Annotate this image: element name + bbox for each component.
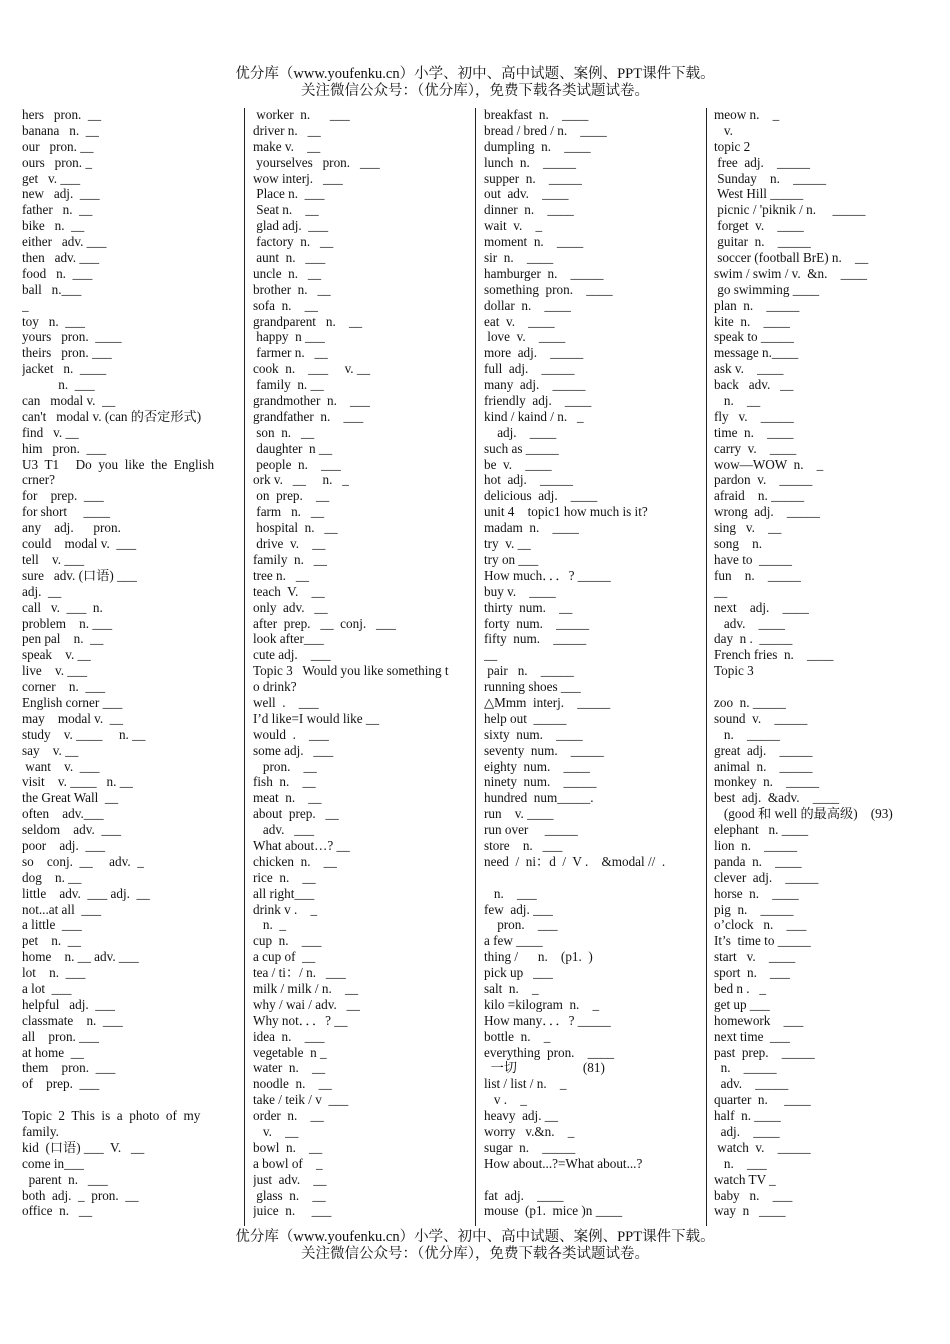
vocab-entry: grandmother n. ___: [253, 393, 370, 409]
vocab-entry: helpful adj. ___: [22, 996, 116, 1012]
footer-line-2: 关注微信公众号：（优分库），免费下载各类试题试卷。: [301, 1246, 649, 1262]
vocab-entry: often adv.___: [22, 806, 104, 822]
vocab-entry: rice n. __: [253, 869, 316, 885]
vocab-entry: cook n. ___ v. __: [253, 361, 371, 377]
vocab-entry: order n. __: [253, 1108, 324, 1124]
vocab-entry: How many．．．? _____: [484, 1012, 611, 1028]
vocab-entry: lion n. _____: [714, 837, 798, 853]
vocab-entry: little adv. ___ adj. __: [22, 885, 150, 901]
vocab-entry: How about...?=What about...?: [484, 1155, 643, 1171]
vocab-entry: dinner n. ____: [484, 202, 574, 218]
vocab-entry: day n . _____: [714, 631, 793, 647]
vocab-entry: fifty num. _____: [484, 631, 587, 647]
vocab-entry: n. _____: [714, 726, 780, 742]
vocab-entry: pron. __: [253, 758, 317, 774]
vocab-column-4: [714, 107, 946, 1227]
vocab-entry: start v. ____: [714, 949, 796, 965]
vocab-entry: cute adj. ___: [253, 647, 331, 663]
vocab-entry: forget v. ____: [714, 218, 804, 234]
vocab-entry: such as _____: [484, 440, 559, 456]
vocab-entry: be v. ____: [484, 456, 552, 472]
vocab-entry: [22, 1092, 240, 1108]
vocab-entry: n. ___: [714, 1155, 767, 1171]
vocab-entry: find v. __: [22, 424, 79, 440]
vocab-entry: vegetable n _: [253, 1044, 327, 1060]
vocab-entry: tree n. __: [253, 567, 310, 583]
vocab-entry: wrong adj. _____: [714, 504, 820, 520]
vocab-entry: go swimming ____: [714, 281, 820, 297]
vocab-entry: What about…? __: [253, 837, 350, 853]
vocab-entry: sir n. ____: [484, 250, 554, 266]
vocab-entry: both adj. _ pron. __: [22, 1187, 139, 1203]
vocab-entry: adj. ____: [484, 424, 557, 440]
vocab-entry: people n. ___: [253, 456, 341, 472]
vocab-entry: way n ____: [714, 1203, 786, 1219]
vocabulary-columns: [0, 107, 950, 1227]
vocab-entry: home n. __ adv. ___: [22, 949, 139, 965]
vocab-entry: monkey n. _____: [714, 774, 820, 790]
vocab-entry: visit v. ____ n. __: [22, 774, 133, 790]
vocab-entry: eat v. ____: [484, 313, 555, 329]
vocab-entry: tell v. ___: [22, 551, 85, 567]
vocab-entry: toy n. ___: [22, 313, 86, 329]
vocab-entry: few adj. ___: [484, 901, 553, 917]
vocab-entry: farm n. __: [253, 504, 325, 520]
vocab-entry: v.: [714, 122, 733, 138]
vocab-entry: best adj. &adv. ____: [714, 790, 840, 806]
vocab-entry: pet n. __: [22, 933, 81, 949]
vocab-entry: more adj. _____: [484, 345, 584, 361]
vocab-entry: family n. __: [253, 551, 327, 567]
vocab-entry: fly v. _____: [714, 408, 794, 424]
vocab-entry: happy n ___: [253, 329, 325, 345]
vocab-entry: fun n. _____: [714, 567, 801, 583]
vocab-entry: v . _: [484, 1092, 527, 1108]
vocab-entry: study v. ____ n. __: [22, 726, 146, 742]
vocab-entry: a few ____: [484, 933, 543, 949]
vocab-entry: next adj. ____: [714, 599, 809, 615]
vocab-entry: [484, 870, 704, 886]
vocab-column-1: [22, 107, 240, 1227]
vocab-entry: ninety num. _____: [484, 774, 597, 790]
vocab-entry: only adv. __: [253, 599, 328, 615]
vocab-entry: may modal v. __: [22, 710, 123, 726]
vocab-entry: hot adj. _____: [484, 472, 574, 488]
vocab-entry: hamburger n. _____: [484, 265, 604, 281]
vocab-entry: clever adj. _____: [714, 869, 819, 885]
vocab-entry: can modal v. __: [22, 393, 116, 409]
vocab-entry: list / list / n. _: [484, 1076, 567, 1092]
vocab-entry: come in___: [22, 1155, 84, 1171]
vocab-entry: running shoes ___: [484, 679, 581, 695]
vocab-entry: thirty num. __: [484, 599, 573, 615]
vocab-entry: kid (口语) ___ V. __: [22, 1139, 145, 1155]
vocab-entry: 一切 (81): [484, 1060, 605, 1076]
vocab-entry: factory n. __: [253, 234, 334, 250]
vocab-entry: soccer (football BrE) n. __: [714, 250, 869, 266]
vocab-entry: family n. __: [253, 377, 324, 393]
vocab-entry: pick up ___: [484, 965, 553, 981]
vocab-entry: yourselves pron. ___: [253, 154, 380, 170]
vocab-entry: him pron. ___: [22, 440, 107, 456]
vocab-entry: watch TV _: [714, 1171, 776, 1187]
vocab-entry: I’d like=I would like __: [253, 710, 380, 726]
vocab-entry: all pron. ___: [22, 1028, 99, 1044]
vocab-entry: a cup of __: [253, 949, 316, 965]
vocab-entry: thing / n. (p1. ): [484, 949, 593, 965]
vocab-column-2: [253, 107, 473, 1227]
vocab-entry: then adv. ___: [22, 250, 100, 266]
vocab-entry: seventy num. _____: [484, 742, 604, 758]
vocab-entry: at home __: [22, 1044, 84, 1060]
footer-line-1: 优分库（www.youfenku.cn）小学、初中、高中试题、案例、PPT课件下载。: [235, 1229, 715, 1245]
vocab-entry: adj. __: [22, 583, 62, 599]
vocab-entry: try v. __: [484, 536, 531, 552]
vocab-entry: could modal v. ___: [22, 536, 137, 552]
vocab-entry: [484, 1172, 704, 1188]
vocab-entry: take / teik / v ___: [253, 1092, 349, 1108]
vocab-entry: hers pron. __: [22, 107, 102, 122]
vocab-entry: poor adj. ___: [22, 837, 106, 853]
vocab-entry: n. ___: [22, 377, 95, 393]
vocab-entry: food n. ___: [22, 265, 93, 281]
vocab-entry: kilo =kilogram n. _: [484, 996, 600, 1012]
vocab-entry: a bowl of _: [253, 1155, 323, 1171]
vocab-entry: yours pron. ____: [22, 329, 122, 345]
vocab-entry: lunch n. _____: [484, 154, 576, 170]
vocab-entry: n. _: [253, 917, 286, 933]
vocab-entry: breakfast n. ____: [484, 107, 589, 122]
vocab-entry: past prep. _____: [714, 1044, 815, 1060]
vocab-entry: seldom adv. ___: [22, 822, 122, 838]
vocab-entry: horse n. ____: [714, 885, 799, 901]
vocab-entry: aunt n. ___: [253, 250, 326, 266]
vocab-entry: elephant n. ____: [714, 822, 809, 838]
vocab-entry: eighty num. ____: [484, 758, 590, 774]
vocab-entry: o drink?: [253, 679, 297, 695]
vocab-entry: bowl n. __: [253, 1139, 323, 1155]
vocab-entry: chicken n. __: [253, 853, 337, 869]
vocab-entry: pardon v. _____: [714, 472, 813, 488]
vocab-entry: panda n. ____: [714, 853, 802, 869]
vocab-entry: homework ___: [714, 1012, 804, 1028]
vocab-entry: bike n. __: [22, 218, 85, 234]
vocab-entry: hospital n. __: [253, 520, 338, 536]
vocab-entry: △Mmm interj. _____: [484, 694, 611, 710]
vocab-entry: them pron. ___: [22, 1060, 116, 1076]
vocab-entry: lot n. ___: [22, 965, 86, 981]
vocab-entry: speak v. __: [22, 647, 91, 663]
vocab-entry: noodle n. __: [253, 1076, 332, 1092]
vocab-entry: dollar n. ____: [484, 297, 571, 313]
vocab-entry: ours pron. _: [22, 154, 92, 170]
vocab-entry: have to _____: [714, 551, 793, 567]
vocab-entry: half n. ____: [714, 1108, 781, 1124]
vocab-entry: sixty num. ____: [484, 726, 583, 742]
vocab-entry: many adj. _____: [484, 377, 586, 393]
vocab-entry: animal n. _____: [714, 758, 813, 774]
vocab-entry: try on ___: [484, 551, 539, 567]
vocab-entry: carry v. ____: [714, 440, 797, 456]
vocab-entry: for short ____: [22, 504, 110, 520]
vocab-entry: madam n. ____: [484, 520, 579, 536]
vocab-entry: corner n. ___: [22, 679, 106, 695]
vocab-entry: dog n. __: [22, 869, 82, 885]
vocab-entry: not...at all ___: [22, 901, 102, 917]
vocab-entry: problem n. ___: [22, 615, 113, 631]
vocab-entry: say v. __: [22, 742, 79, 758]
vocab-entry: swim / swim / v. &n. ____: [714, 265, 868, 281]
vocab-entry: driver n. __: [253, 122, 321, 138]
vocab-entry: everything pron. ____: [484, 1044, 615, 1060]
vocab-entry: kind / kaind / n. _: [484, 408, 584, 424]
vocab-entry: all right___: [253, 885, 315, 901]
vocab-entry: afraid n. _____: [714, 488, 805, 504]
vocab-entry: fat adj. ____: [484, 1187, 564, 1203]
vocab-entry: parent n. ___: [22, 1171, 108, 1187]
vocab-entry: dumpling n. ____: [484, 138, 591, 154]
vocab-entry: v. __: [253, 1124, 299, 1139]
vocab-entry: salt n. _: [484, 980, 539, 996]
vocab-entry: quarter n. ____: [714, 1092, 811, 1108]
vocab-entry: grandparent n. __: [253, 313, 363, 329]
vocab-entry: help out _____: [484, 710, 567, 726]
vocab-entry: sport n. ___: [714, 965, 790, 981]
vocab-entry: Sunday n. _____: [714, 170, 827, 186]
vocab-entry: kite n. ____: [714, 313, 790, 329]
vocab-entry: friendly adj. ____: [484, 393, 592, 409]
vocab-entry: U3 T1 Do you like the English: [22, 456, 215, 472]
vocab-entry: bed n . _: [714, 980, 767, 996]
vocab-entry: West Hill _____: [714, 186, 804, 202]
vocab-entry: unit 4 topic1 how much is it?: [484, 504, 648, 520]
vocab-entry: classmate n. ___: [22, 1012, 123, 1028]
vocab-entry: French fries n. ____: [714, 647, 834, 663]
vocab-entry: forty num. _____: [484, 615, 590, 631]
vocab-entry: Why not．．．? __: [253, 1012, 348, 1028]
vocab-entry: need / ni：d / V . &modal // .: [484, 853, 666, 869]
vocab-entry: time n. ____: [714, 424, 794, 440]
vocab-entry: guitar n. _____: [714, 234, 811, 250]
vocab-entry: great adj. _____: [714, 742, 813, 758]
page-footer: [0, 1229, 950, 1263]
vocab-entry: can't modal v. (can 的否定形式): [22, 408, 202, 424]
vocab-entry: supper n. _____: [484, 170, 582, 186]
vocab-entry: cup n. ___: [253, 933, 322, 949]
vocab-entry: on prep. __: [253, 488, 330, 504]
vocab-entry: fish n. __: [253, 774, 316, 790]
vocab-entry: why / wai / adv. __: [253, 996, 360, 1012]
vocab-entry: call v. ___ n.: [22, 599, 103, 615]
vocab-entry: after prep. __ conj. ___: [253, 615, 396, 631]
vocab-entry: well . ___: [253, 694, 319, 710]
vocab-entry: topic 2: [714, 138, 751, 154]
vocab-entry: father n. __: [22, 202, 93, 218]
vocab-entry: buy v. ____: [484, 583, 556, 599]
vocab-entry: wait v. _: [484, 218, 543, 234]
vocab-entry: for prep. ___: [22, 488, 104, 504]
vocab-entry: Seat n. __: [253, 202, 319, 218]
vocab-entry: run over _____: [484, 822, 578, 838]
vocab-entry: new adj. ___: [22, 186, 100, 202]
vocab-entry: English corner ___: [22, 694, 123, 710]
vocab-entry: It’s time to _____: [714, 933, 811, 949]
vocab-entry: look after___: [253, 631, 324, 647]
vocab-entry: would . ___: [253, 726, 329, 742]
vocab-entry: pron. ___: [484, 917, 558, 933]
vocab-column-3: [484, 107, 704, 1227]
vocab-entry: banana n. __: [22, 122, 99, 138]
vocab-entry: adv. _____: [714, 1076, 789, 1092]
vocab-entry: _: [22, 297, 29, 313]
vocab-entry: store n. ___: [484, 837, 563, 853]
vocab-entry: run v. ____: [484, 806, 554, 822]
vocab-entry: love v. ____: [484, 329, 566, 345]
vocab-entry: adv. ___: [253, 822, 315, 838]
vocab-entry: juice n. ___: [253, 1203, 332, 1219]
vocab-entry: jacket n. ____: [22, 361, 107, 377]
vocab-entry: glass n. __: [253, 1187, 326, 1203]
vocab-entry: heavy adj. __: [484, 1108, 558, 1124]
vocab-entry: Topic 3: [714, 663, 754, 679]
vocab-entry: idea n. ___: [253, 1028, 325, 1044]
vocab-entry: a lot ___: [22, 980, 72, 996]
vocab-entry: n. ___: [484, 885, 537, 901]
vocab-entry: out adv. ____: [484, 186, 569, 202]
vocab-entry: either adv. ___: [22, 234, 107, 250]
vocab-entry: n. _____: [714, 1060, 777, 1076]
vocab-entry: __: [484, 647, 498, 663]
vocab-entry: glad adj. ___: [253, 218, 329, 234]
vocab-entry: wow—WOW n. _: [714, 456, 824, 472]
header-line-2: 关注微信公众号：（优分库），免费下载各类试题试卷。: [301, 83, 649, 99]
vocab-entry: wow interj. ___: [253, 170, 343, 186]
vocab-entry: How much．．．? _____: [484, 567, 611, 583]
vocab-entry: teach V. __: [253, 583, 325, 599]
vocab-entry: pen pal n. __: [22, 631, 104, 647]
vocab-entry: daughter n __: [253, 440, 333, 456]
vocab-entry: son n. __: [253, 424, 315, 440]
vocab-entry: meow n. _: [714, 107, 780, 122]
vocab-entry: watch v. _____: [714, 1139, 811, 1155]
vocab-entry: get v. ___: [22, 170, 81, 186]
vocab-entry: get up ___: [714, 996, 770, 1012]
vocab-entry: our pron. __: [22, 138, 94, 154]
vocab-entry: sofa n. __: [253, 297, 318, 313]
vocab-entry: message n.____: [714, 345, 799, 361]
vocab-entry: sure adv. (口语) ___: [22, 567, 137, 583]
vocab-entry: Topic 3 Would you like something t: [253, 663, 449, 679]
vocab-entry: next time ___: [714, 1028, 790, 1044]
vocab-entry: bread / bred / n. ____: [484, 122, 607, 138]
vocab-entry: water n. __: [253, 1060, 326, 1076]
vocab-entry: office n. __: [22, 1203, 93, 1219]
vocab-entry: speak to _____: [714, 329, 794, 345]
vocab-entry: moment n. ____: [484, 234, 584, 250]
vocab-entry: hundred num_____.: [484, 790, 594, 806]
vocab-entry: some adj. ___: [253, 742, 334, 758]
vocab-entry: farmer n. __: [253, 345, 328, 361]
vocab-entry: meat n. __: [253, 790, 322, 806]
vocab-entry: delicious adj. ____: [484, 488, 598, 504]
vocab-entry: pair n. _____: [484, 663, 574, 679]
vocab-entry: just adv. __: [253, 1171, 327, 1187]
vocab-entry: sugar n. _____: [484, 1139, 576, 1155]
vocab-entry: make v. __: [253, 138, 321, 154]
vocab-entry: adv. ____: [714, 615, 785, 631]
vocab-entry: of prep. ___: [22, 1076, 100, 1092]
vocab-entry: want v. ___: [22, 758, 100, 774]
vocab-entry: __: [714, 583, 728, 599]
vocab-entry: back adv. __: [714, 377, 794, 393]
vocab-entry: drive v. __: [253, 536, 326, 552]
vocab-entry: tea / ti：/ n. ___: [253, 965, 346, 981]
vocab-entry: drink v . _: [253, 901, 318, 917]
vocab-entry: Topic 2 This is a photo of my: [22, 1108, 201, 1124]
vocab-entry: baby n. ___: [714, 1187, 793, 1203]
vocab-entry: crner?: [22, 472, 55, 488]
vocab-entry: ork v. __ n. _: [253, 472, 349, 488]
vocab-entry: pig n. _____: [714, 901, 794, 917]
vocab-entry: [714, 679, 946, 695]
vocab-entry: bottle n. _: [484, 1028, 551, 1044]
vocab-entry: something pron. ____: [484, 281, 613, 297]
vocab-entry: so conj. __ adv. _: [22, 853, 144, 869]
vocab-entry: plan n. _____: [714, 297, 800, 313]
vocab-entry: a little ___: [22, 917, 82, 933]
vocab-entry: o’clock n. ___: [714, 917, 807, 933]
vocab-entry: n. __: [714, 393, 761, 409]
vocab-entry: grandfather n. ___: [253, 408, 364, 424]
vocab-entry: song n.: [714, 536, 762, 552]
vocab-entry: sound v. _____: [714, 710, 808, 726]
vocab-entry: brother n. __: [253, 281, 331, 297]
vocab-entry: free adj. _____: [714, 154, 810, 170]
vocab-entry: any adj. pron.: [22, 520, 121, 536]
vocab-entry: adj. ____: [714, 1124, 780, 1139]
vocab-entry: zoo n. _____: [714, 694, 786, 710]
vocab-entry: worker n. ___: [253, 107, 350, 122]
vocab-entry: uncle n. __: [253, 265, 322, 281]
vocab-entry: ask v. ____: [714, 361, 784, 377]
vocab-entry: (good 和 well 的最高级) (93): [714, 806, 893, 822]
vocab-entry: live v. ___: [22, 663, 88, 679]
vocab-entry: the Great Wall __: [22, 790, 119, 806]
vocab-entry: theirs pron. ___: [22, 345, 112, 361]
vocab-entry: about prep. __: [253, 806, 339, 822]
vocab-entry: sing v. __: [714, 520, 782, 536]
vocab-entry: full adj. _____: [484, 361, 575, 377]
vocab-entry: ball n.___: [22, 281, 82, 297]
vocab-entry: worry v.&n. _: [484, 1124, 575, 1139]
vocab-entry: Place n. ___: [253, 186, 325, 202]
page-header: [0, 66, 950, 100]
vocab-entry: family.: [22, 1124, 59, 1139]
vocab-entry: mouse (p1. mice )n ____: [484, 1203, 623, 1219]
header-line-1: 优分库（www.youfenku.cn）小学、初中、高中试题、案例、PPT课件下载。: [235, 66, 715, 82]
vocab-entry: picnic / 'piknik / n. _____: [714, 202, 866, 218]
vocab-entry: milk / milk / n. __: [253, 980, 359, 996]
